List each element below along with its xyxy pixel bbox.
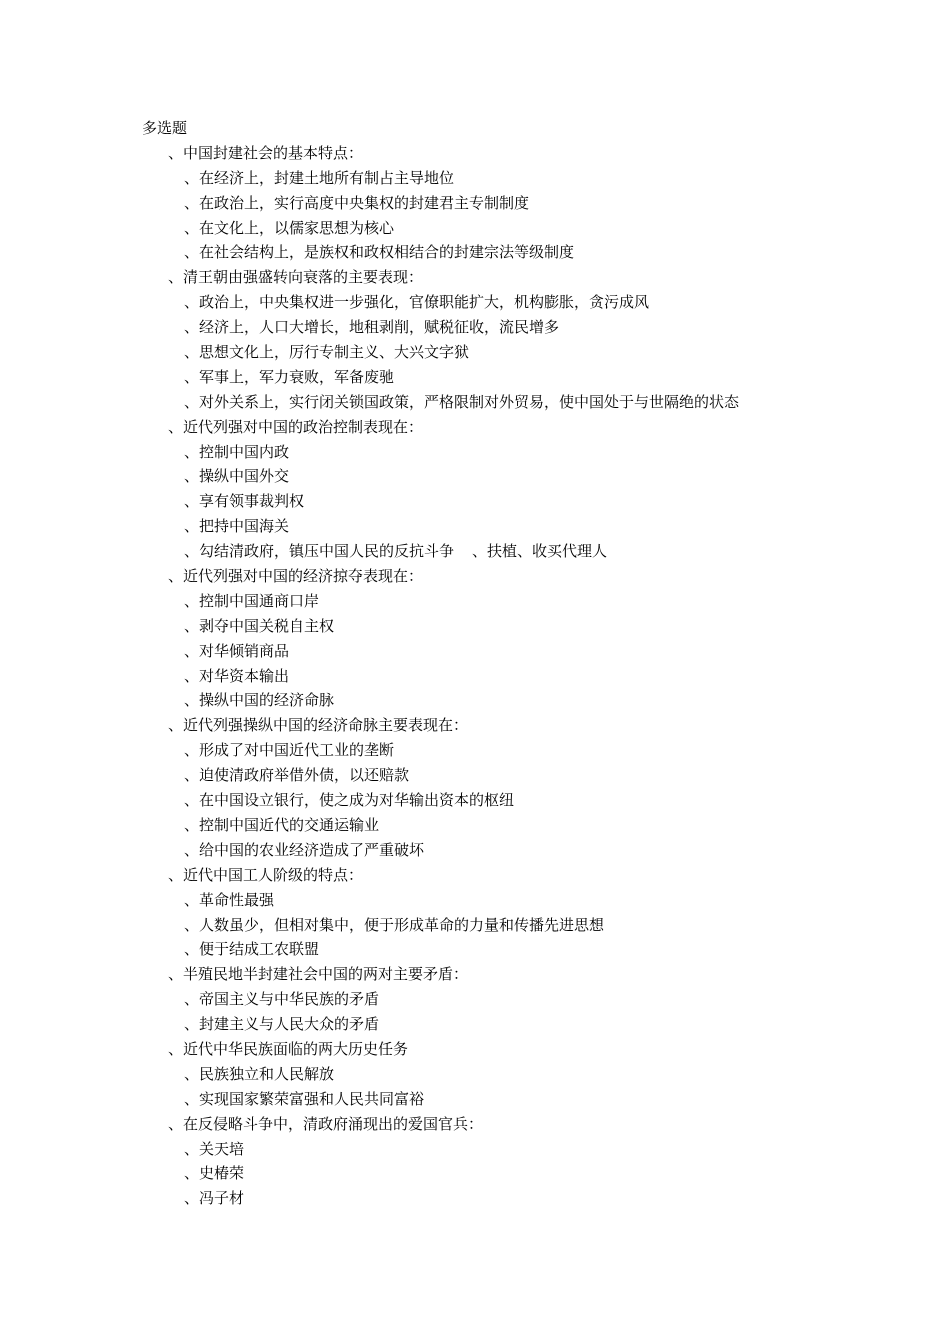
question-option: 、经济上，人口大增长，地租剥削，赋税征收，流民增多 — [184, 318, 560, 337]
question-option: 、政治上，中央集权进一步强化，官僚职能扩大，机构膨胀，贪污成风 — [184, 293, 650, 312]
question-option: 、便于结成工农联盟 — [184, 940, 320, 959]
section-title: 多选题 — [142, 119, 188, 137]
question-option: 、思想文化上，厉行专制主义、大兴文字狱 — [184, 343, 470, 362]
question-option: 、对华倾销商品 — [184, 641, 290, 660]
question-option: 、实现国家繁荣富强和人民共同富裕 — [184, 1089, 425, 1108]
question-option: 、把持中国海关 — [184, 517, 290, 536]
question-option: 、控制中国近代的交通运输业 — [184, 815, 380, 834]
question-option: 、对华资本输出 — [184, 666, 290, 685]
question-option: 、操纵中国外交 — [184, 467, 290, 486]
question-stem: 、近代列强操纵中国的经济命脉主要表现在： — [168, 716, 469, 735]
question-option: 、民族独立和人民解放 — [184, 1064, 335, 1083]
question-option: 、在经济上，封建土地所有制占主导地位 — [184, 168, 455, 187]
question-stem: 、近代中华民族面临的两大历史任务 — [168, 1039, 409, 1058]
question-option-row — [142, 539, 902, 564]
question-option: 、封建主义与人民大众的矛盾 — [184, 1015, 380, 1034]
question-option: 、扶植、收买代理人 — [472, 542, 608, 561]
question-stem: 、中国封建社会的基本特点： — [168, 143, 364, 162]
question-option: 、在文化上，以儒家思想为核心 — [184, 218, 395, 237]
question-option: 、革命性最强 — [184, 890, 275, 909]
question-option: 、操纵中国的经济命脉 — [184, 691, 335, 710]
question-stem: 、在反侵略斗争中，清政府涌现出的爱国官兵： — [168, 1114, 484, 1133]
question-stem: 、半殖民地半封建社会中国的两对主要矛盾： — [168, 965, 469, 984]
question-list — [142, 116, 902, 1211]
question-option: 、史椿荣 — [184, 1164, 245, 1183]
question-option: 、在政治上，实行高度中央集权的封建君主专制制度 — [184, 193, 530, 212]
question-stem: 、清王朝由强盛转向衰落的主要表现： — [168, 268, 424, 287]
question-stem: 、近代列强对中国的经济掠夺表现在： — [168, 567, 424, 586]
question-stem: 、近代列强对中国的政治控制表现在： — [168, 417, 424, 436]
question-option: 、控制中国通商口岸 — [184, 591, 320, 610]
question-option: 、勾结清政府，镇压中国人民的反抗斗争 — [184, 542, 455, 561]
question-option: 、形成了对中国近代工业的垄断 — [184, 741, 395, 760]
question-option: 、给中国的农业经济造成了严重破坏 — [184, 840, 425, 859]
question-option: 、对外关系上，实行闭关锁国政策，严格限制对外贸易，使中国处于与世隔绝的状态 — [184, 392, 740, 411]
question-stem: 、近代中国工人阶级的特点： — [168, 865, 364, 884]
question-option: 、关天培 — [184, 1139, 245, 1158]
question-option: 、控制中国内政 — [184, 442, 290, 461]
question-option: 、剥夺中国关税自主权 — [184, 616, 335, 635]
question-option: 、人数虽少，但相对集中，便于形成革命的力量和传播先进思想 — [184, 915, 605, 934]
question-option: 、帝国主义与中华民族的矛盾 — [184, 990, 380, 1009]
question-option: 、军事上，军力衰败，军备废驰 — [184, 367, 395, 386]
question-option: 、在社会结构上，是族权和政权相结合的封建宗法等级制度 — [184, 243, 575, 262]
question-option: 、在中国设立银行，使之成为对华输出资本的枢纽 — [184, 791, 515, 810]
question-option: 、冯子材 — [184, 1189, 245, 1208]
question-option: 、迫使清政府举借外债，以还赔款 — [184, 766, 410, 785]
question-option: 、享有领事裁判权 — [184, 492, 305, 511]
